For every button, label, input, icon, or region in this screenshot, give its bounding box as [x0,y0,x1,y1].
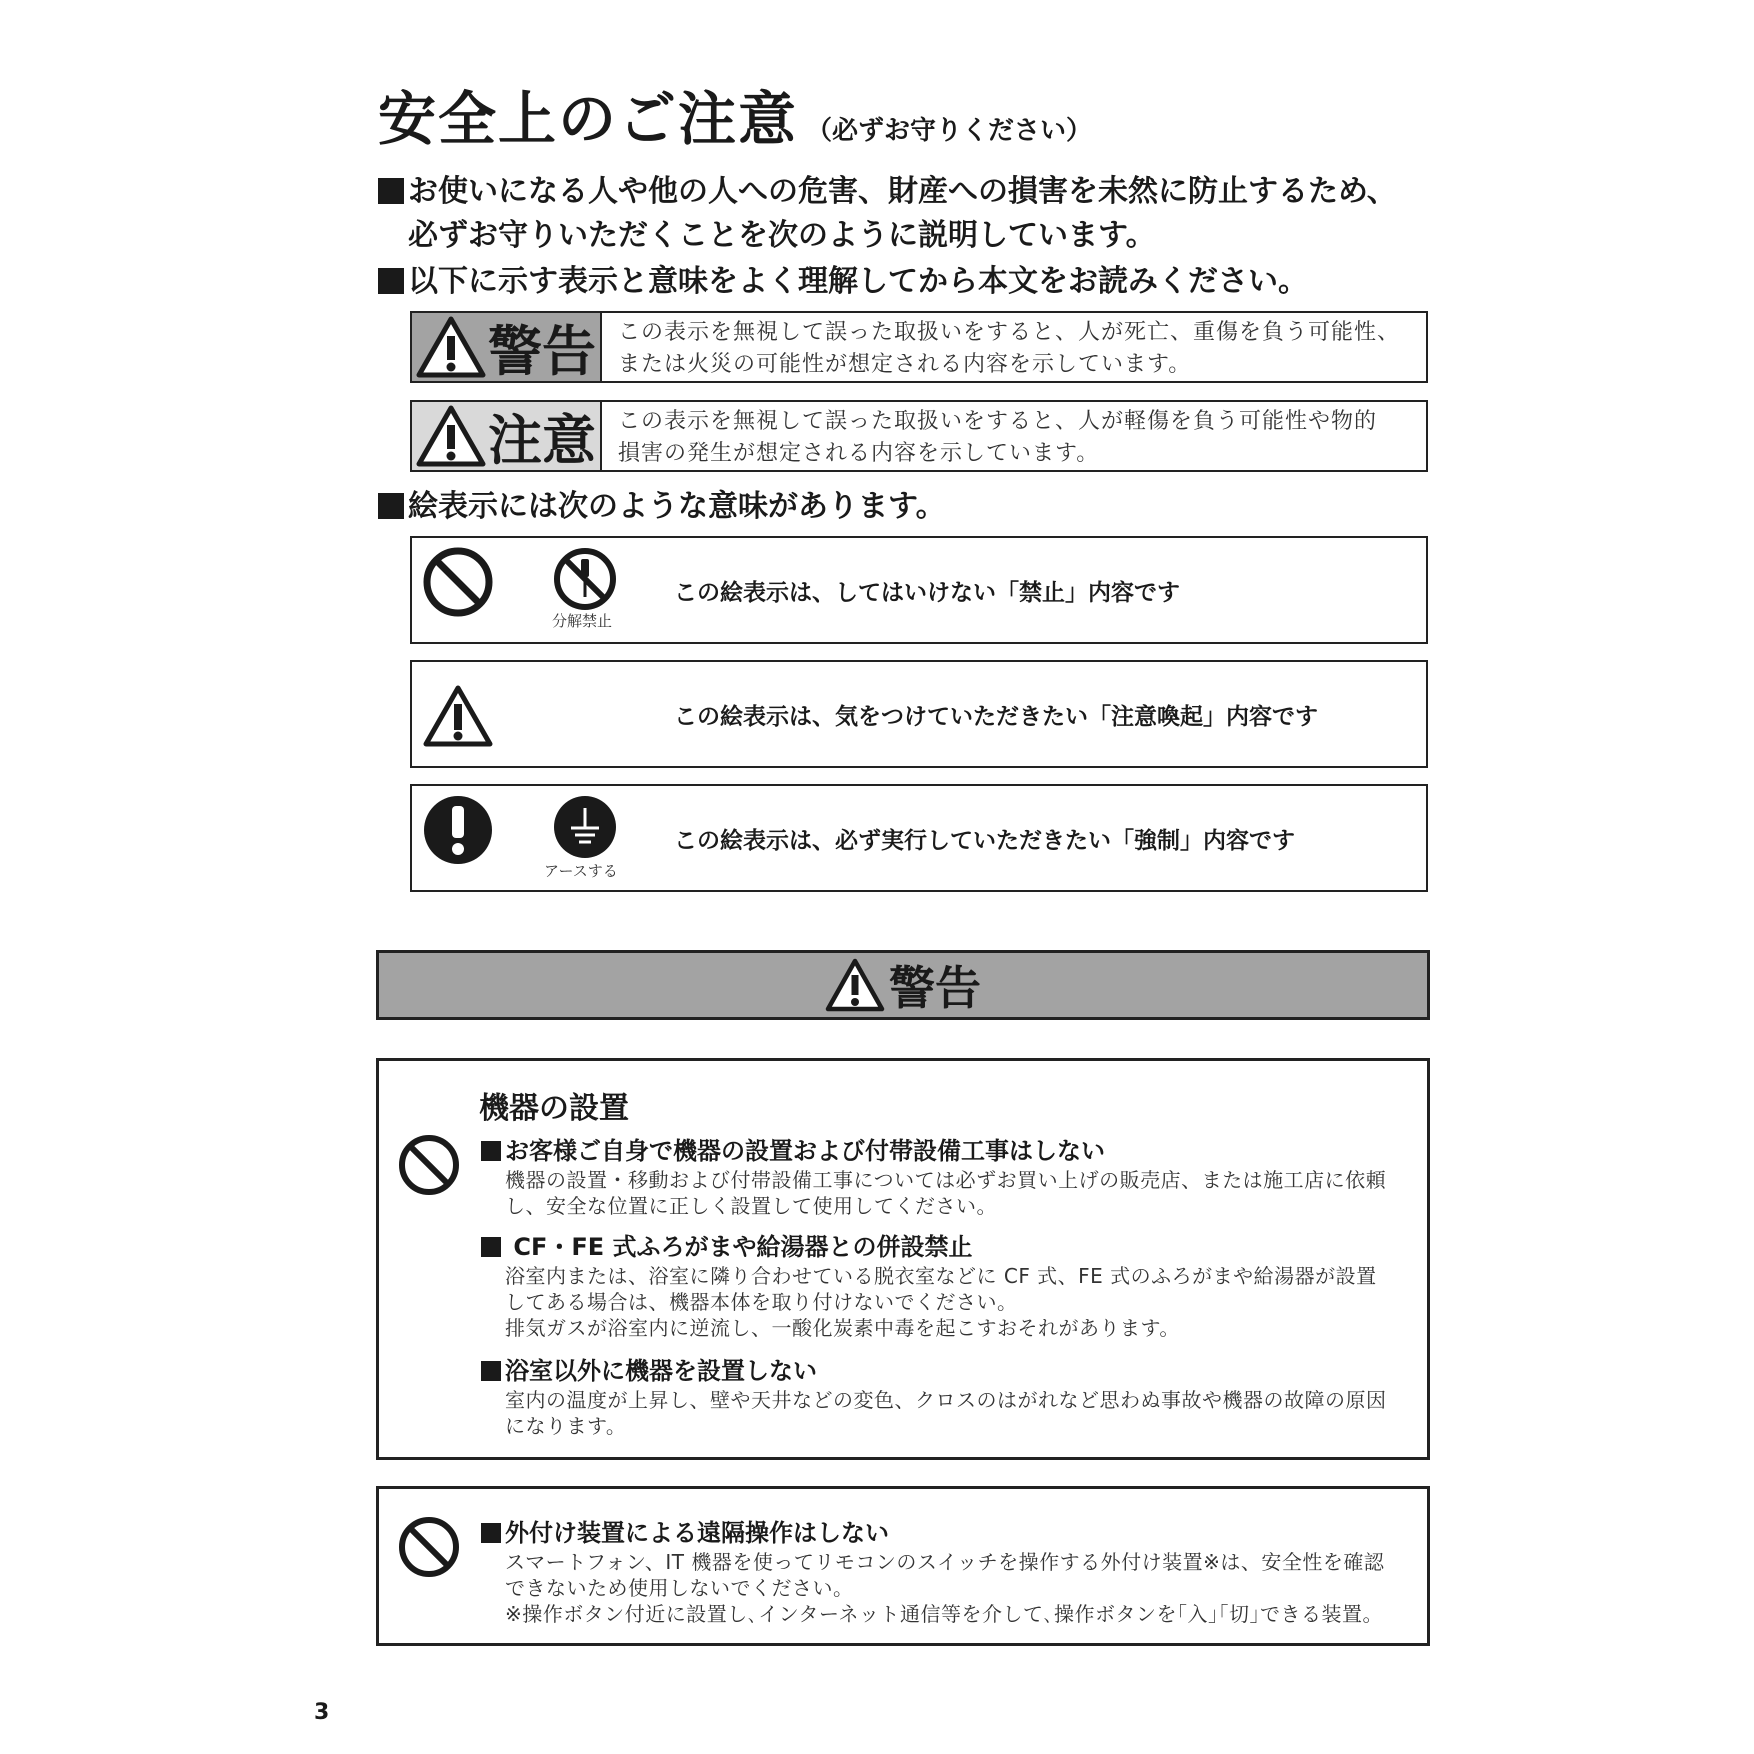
item-heading: 外付け装置による遠隔操作はしない [481,1513,889,1548]
page-title [378,84,1092,166]
prohibition-icon [422,546,494,618]
caution-label-text: 注意 [488,408,596,472]
item-body: 機器の設置・移動および付帯設備工事については必ずお買い上げの販売店、または施工店に依頼 し、安全な位置に正しく設置して使用してください。 [505,1168,1387,1218]
ground-caption: アースする [544,862,618,880]
caution-description: この表示を無視して誤った取扱いをすると、人が軽傷を負う可能性や物的 損害の発生が想定される内容を示しています。 [618,409,1378,466]
item-body: 室内の温度が上昇し、壁や天井などの変色、クロスのはがれなど思わぬ事故や機器の故障の原因 になります。 [505,1388,1387,1438]
caution-definition-box [410,400,1428,472]
intro-line-2: 必ずお守りいただくことを次のように説明しています。 [408,218,1156,253]
warning-label-text: 警告 [488,319,596,383]
square-bullet-icon [481,1237,501,1257]
item-body: スマートフォン、IT 機器を使ってリモコンのスイッチを操作する外付け装置※は、安全性を確認 できないため使用しないでください。 ※操作ボタン付近に設置し､インターネット通信等を介して､操作ボタンを｢入｣｢切｣できる装置。 [505,1550,1385,1626]
warning-definition-box [410,311,1428,383]
caution-text: この絵表示は、気をつけていただきたい「注意喚起」内容です [674,704,1318,730]
ground-icon [552,794,618,860]
no-disassembly-icon [552,546,618,612]
warning-label [412,313,602,381]
square-bullet-icon [378,493,404,519]
mandatory-text: この絵表示は、必ず実行していただきたい「強制」内容です [674,828,1295,854]
item-heading: 浴室以外に機器を設置しない [481,1351,817,1386]
warning-triangle-icon [416,316,486,378]
mandatory-pictogram-box [410,784,1428,892]
prohibition-pictogram-box [410,536,1428,644]
square-bullet-icon [378,178,404,204]
warning-triangle-icon [825,958,885,1012]
warning-description: この表示を無視して誤った取扱いをすると、人が死亡、重傷を負う可能性、 または火災の可能性が想定される内容を示しています。 [618,320,1401,377]
intro-line-1: お使いになる人や他の人への危害、財産への損害を未然に防止するため、 [378,172,1397,212]
warning-banner [376,950,1430,1020]
prohibition-icon [397,1133,461,1197]
caution-triangle-icon [422,684,494,748]
square-bullet-icon [481,1141,501,1161]
prohibition-icon [397,1515,461,1579]
mandatory-icon [422,794,494,866]
caution-triangle-icon [416,405,486,467]
intro-line-3: 以下に示す表示と意味をよく理解してから本文をお読みください。 [378,262,1308,302]
item-body: 浴室内または、浴室に隣り合わせている脱衣室などに CF 式、FE 式のふろがまや給湯器が設置 してある場合は、機器本体を取り付けないでください。 排気ガスが浴室内に逆流し、一酸化炭素中毒を起こすおそれがあります。 [505,1264,1377,1340]
section-heading: 機器の設置 [479,1091,629,1126]
no-disassembly-caption: 分解禁止 [552,612,613,630]
item-heading: お客様ご自身で機器の設置および付帯設備工事はしない [481,1131,1105,1166]
warning-banner-text: 警告 [889,961,981,1015]
square-bullet-icon [378,268,404,294]
item-heading: CF・FE 式ふろがまや給湯器との併設禁止 [481,1227,973,1262]
installation-section [376,1058,1430,1460]
title-sub: （必ずお守りください） [806,116,1093,146]
caution-label [412,402,602,470]
remote-operation-section [376,1486,1430,1646]
square-bullet-icon [481,1523,501,1543]
page-number: 3 [314,1700,330,1725]
prohibition-text: この絵表示は、してはいけない「禁止」内容です [674,580,1180,606]
pictogram-heading: 絵表示には次のような意味があります。 [378,487,946,527]
square-bullet-icon [481,1361,501,1381]
caution-pictogram-box [410,660,1428,768]
title-main: 安全上のご注意 [378,85,799,153]
